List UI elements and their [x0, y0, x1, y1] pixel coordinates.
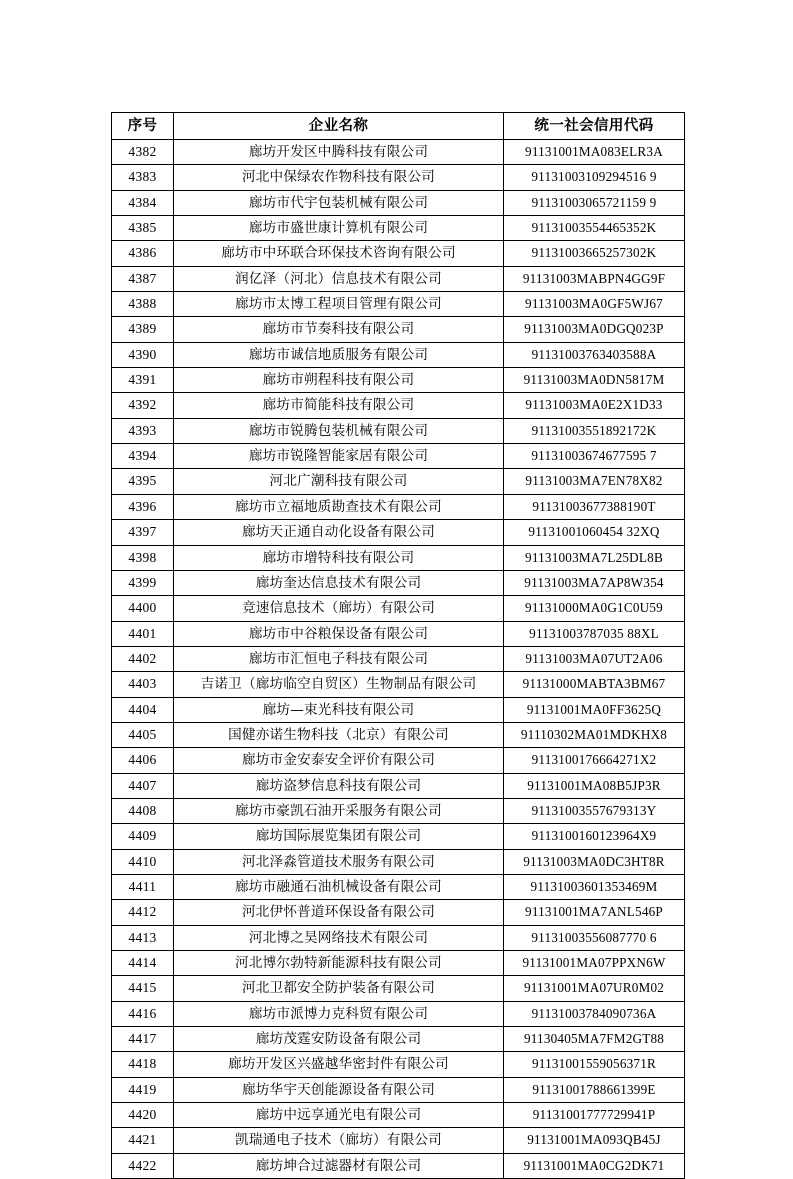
cell-enterprise-name: 竞速信息技术（廊坊）有限公司: [174, 596, 504, 621]
cell-sequence: 4421: [112, 1128, 174, 1153]
cell-credit-code: 91110302MA01MDKHX8: [504, 722, 685, 747]
cell-enterprise-name: 河北中保绿农作物科技有限公司: [174, 165, 504, 190]
cell-sequence: 4418: [112, 1052, 174, 1077]
table-row: [112, 469, 685, 494]
cell-credit-code: 91131003MA0E2X1D33: [504, 393, 685, 418]
cell-enterprise-name: 廊坊开发区兴盛越华密封件有限公司: [174, 1052, 504, 1077]
cell-sequence: 4394: [112, 444, 174, 469]
table-row: [112, 697, 685, 722]
cell-enterprise-name: 廊坊—束光科技有限公司: [174, 697, 504, 722]
table-row: [112, 570, 685, 595]
table-row: [112, 646, 685, 671]
column-header-sequence: 序号: [112, 113, 174, 140]
cell-credit-code: 91131000MABTA3BM67: [504, 672, 685, 697]
cell-enterprise-name: 河北广潮科技有限公司: [174, 469, 504, 494]
cell-credit-code: 91131003674677595 7: [504, 444, 685, 469]
cell-sequence: 4384: [112, 190, 174, 215]
cell-sequence: 4390: [112, 342, 174, 367]
table-row: [112, 545, 685, 570]
cell-sequence: 4405: [112, 722, 174, 747]
cell-enterprise-name: 廊坊市立福地质勘查技术有限公司: [174, 494, 504, 519]
cell-credit-code: 91131001777729941P: [504, 1103, 685, 1128]
cell-credit-code: 91131001MA0CG2DK71: [504, 1153, 685, 1178]
cell-credit-code: 9113100176664271X2: [504, 748, 685, 773]
table-row: [112, 317, 685, 342]
cell-sequence: 4420: [112, 1103, 174, 1128]
cell-sequence: 4414: [112, 951, 174, 976]
cell-sequence: 4417: [112, 1027, 174, 1052]
table-row: [112, 849, 685, 874]
cell-credit-code: 91131003MA7AP8W354: [504, 570, 685, 595]
cell-enterprise-name: 河北泽淼管道技术服务有限公司: [174, 849, 504, 874]
cell-credit-code: 91130405MA7FM2GT88: [504, 1027, 685, 1052]
table-row: [112, 241, 685, 266]
table-row: [112, 1153, 685, 1178]
cell-enterprise-name: 廊坊市简能科技有限公司: [174, 393, 504, 418]
table-row: [112, 798, 685, 823]
table-row: [112, 1052, 685, 1077]
table-container: [111, 112, 684, 1179]
cell-enterprise-name: 廊坊市锐腾包装机械有限公司: [174, 418, 504, 443]
cell-sequence: 4386: [112, 241, 174, 266]
table-row: [112, 951, 685, 976]
cell-sequence: 4400: [112, 596, 174, 621]
cell-credit-code: 91131000MA0G1C0U59: [504, 596, 685, 621]
cell-enterprise-name: 廊坊市汇恒电子科技有限公司: [174, 646, 504, 671]
cell-enterprise-name: 廊坊天正通自动化设备有限公司: [174, 520, 504, 545]
table-row: [112, 773, 685, 798]
cell-credit-code: 91131001559056371R: [504, 1052, 685, 1077]
cell-sequence: 4412: [112, 900, 174, 925]
cell-credit-code: 91131001MA083ELR3A: [504, 140, 685, 165]
cell-enterprise-name: 廊坊市中谷粮保设备有限公司: [174, 621, 504, 646]
cell-enterprise-name: 廊坊市豪凯石油开采服务有限公司: [174, 798, 504, 823]
cell-sequence: 4391: [112, 368, 174, 393]
table-row: [112, 292, 685, 317]
cell-sequence: 4395: [112, 469, 174, 494]
cell-sequence: 4393: [112, 418, 174, 443]
cell-credit-code: 91131001MA0FF3625Q: [504, 697, 685, 722]
cell-sequence: 4419: [112, 1077, 174, 1102]
table-row: [112, 722, 685, 747]
cell-sequence: 4388: [112, 292, 174, 317]
cell-credit-code: 91131003MA0DGQ023P: [504, 317, 685, 342]
cell-enterprise-name: 廊坊盗梦信息科技有限公司: [174, 773, 504, 798]
cell-sequence: 4392: [112, 393, 174, 418]
cell-credit-code: 91131003109294516 9: [504, 165, 685, 190]
table-row: [112, 672, 685, 697]
cell-enterprise-name: 河北伊怀普道环保设备有限公司: [174, 900, 504, 925]
table-row: [112, 494, 685, 519]
table-row: [112, 368, 685, 393]
cell-sequence: 4403: [112, 672, 174, 697]
cell-sequence: 4410: [112, 849, 174, 874]
cell-credit-code: 91131001788661399E: [504, 1077, 685, 1102]
cell-sequence: 4411: [112, 874, 174, 899]
cell-credit-code: 91131003665257302K: [504, 241, 685, 266]
cell-enterprise-name: 廊坊市朔程科技有限公司: [174, 368, 504, 393]
cell-enterprise-name: 廊坊市增特科技有限公司: [174, 545, 504, 570]
header-row: [112, 113, 685, 140]
cell-enterprise-name: 廊坊市太博工程项目管理有限公司: [174, 292, 504, 317]
cell-credit-code: 91131003601353469M: [504, 874, 685, 899]
table-row: [112, 748, 685, 773]
cell-enterprise-name: 廊坊市锐隆智能家居有限公司: [174, 444, 504, 469]
cell-sequence: 4397: [112, 520, 174, 545]
cell-credit-code: 91131003MA7L25DL8B: [504, 545, 685, 570]
table-row: [112, 165, 685, 190]
cell-sequence: 4413: [112, 925, 174, 950]
table-row: [112, 1001, 685, 1026]
cell-credit-code: 91131001060454 32XQ: [504, 520, 685, 545]
cell-sequence: 4415: [112, 976, 174, 1001]
cell-credit-code: 91131003554465352K: [504, 216, 685, 241]
cell-enterprise-name: 吉诺卫（廊坊临空自贸区）生物制品有限公司: [174, 672, 504, 697]
cell-enterprise-name: 润亿泽（河北）信息技术有限公司: [174, 266, 504, 291]
cell-enterprise-name: 廊坊茂霆安防设备有限公司: [174, 1027, 504, 1052]
enterprise-registry-table: [111, 112, 685, 1179]
cell-credit-code: 91131003551892172K: [504, 418, 685, 443]
cell-credit-code: 91131003MA0DN5817M: [504, 368, 685, 393]
cell-credit-code: 91131003556087770 6: [504, 925, 685, 950]
table-row: [112, 1027, 685, 1052]
table-row: [112, 393, 685, 418]
cell-sequence: 4385: [112, 216, 174, 241]
cell-enterprise-name: 廊坊奎达信息技术有限公司: [174, 570, 504, 595]
table-row: [112, 1103, 685, 1128]
table-row: [112, 824, 685, 849]
cell-sequence: 4408: [112, 798, 174, 823]
cell-sequence: 4409: [112, 824, 174, 849]
cell-sequence: 4407: [112, 773, 174, 798]
table-row: [112, 444, 685, 469]
cell-enterprise-name: 廊坊市代宇包装机械有限公司: [174, 190, 504, 215]
cell-credit-code: 9113100160123964X9: [504, 824, 685, 849]
cell-enterprise-name: 河北博尔勃特新能源科技有限公司: [174, 951, 504, 976]
cell-enterprise-name: 廊坊市盛世康计算机有限公司: [174, 216, 504, 241]
table-row: [112, 900, 685, 925]
cell-credit-code: 91131003MABPN4GG9F: [504, 266, 685, 291]
table-row: [112, 1128, 685, 1153]
table-row: [112, 976, 685, 1001]
cell-enterprise-name: 廊坊坤合过滤器材有限公司: [174, 1153, 504, 1178]
cell-credit-code: 91131003MA0GF5WJ67: [504, 292, 685, 317]
cell-sequence: 4382: [112, 140, 174, 165]
cell-enterprise-name: 廊坊开发区中腾科技有限公司: [174, 140, 504, 165]
cell-credit-code: 91131003MA7EN78X82: [504, 469, 685, 494]
cell-credit-code: 91131001MA07PPXN6W: [504, 951, 685, 976]
cell-credit-code: 91131001MA08B5JP3R: [504, 773, 685, 798]
cell-enterprise-name: 河北博之昊网络技术有限公司: [174, 925, 504, 950]
column-header-credit-code: 统一社会信用代码: [504, 113, 685, 140]
table-body: [112, 140, 685, 1179]
cell-credit-code: 91131001MA7ANL546P: [504, 900, 685, 925]
cell-sequence: 4399: [112, 570, 174, 595]
table-row: [112, 596, 685, 621]
cell-enterprise-name: 廊坊华宇天创能源设备有限公司: [174, 1077, 504, 1102]
table-row: [112, 418, 685, 443]
table-row: [112, 140, 685, 165]
cell-sequence: 4389: [112, 317, 174, 342]
cell-enterprise-name: 廊坊市金安泰安全评价有限公司: [174, 748, 504, 773]
cell-enterprise-name: 廊坊市中环联合环保技术咨询有限公司: [174, 241, 504, 266]
cell-sequence: 4383: [112, 165, 174, 190]
column-header-enterprise-name: 企业名称: [174, 113, 504, 140]
cell-sequence: 4387: [112, 266, 174, 291]
table-row: [112, 266, 685, 291]
cell-credit-code: 91131003065721159 9: [504, 190, 685, 215]
cell-enterprise-name: 廊坊市派博力克科贸有限公司: [174, 1001, 504, 1026]
cell-credit-code: 91131003557679313Y: [504, 798, 685, 823]
cell-sequence: 4404: [112, 697, 174, 722]
cell-enterprise-name: 河北卫都安全防护装备有限公司: [174, 976, 504, 1001]
cell-enterprise-name: 廊坊市诚信地质服务有限公司: [174, 342, 504, 367]
cell-enterprise-name: 廊坊市融通石油机械设备有限公司: [174, 874, 504, 899]
table-row: [112, 1077, 685, 1102]
cell-sequence: 4396: [112, 494, 174, 519]
table-row: [112, 874, 685, 899]
cell-sequence: 4401: [112, 621, 174, 646]
table-row: [112, 216, 685, 241]
cell-sequence: 4416: [112, 1001, 174, 1026]
table-header: [112, 113, 685, 140]
cell-enterprise-name: 廊坊国际展览集团有限公司: [174, 824, 504, 849]
cell-sequence: 4398: [112, 545, 174, 570]
cell-credit-code: 91131003MA07UT2A06: [504, 646, 685, 671]
cell-sequence: 4406: [112, 748, 174, 773]
table-row: [112, 621, 685, 646]
cell-credit-code: 91131003787035 88XL: [504, 621, 685, 646]
cell-sequence: 4402: [112, 646, 174, 671]
table-row: [112, 190, 685, 215]
table-row: [112, 520, 685, 545]
cell-enterprise-name: 廊坊中远享通光电有限公司: [174, 1103, 504, 1128]
table-row: [112, 342, 685, 367]
cell-enterprise-name: 凯瑞通电子技术（廊坊）有限公司: [174, 1128, 504, 1153]
cell-enterprise-name: 廊坊市节奏科技有限公司: [174, 317, 504, 342]
cell-credit-code: 91131001MA07UR0M02: [504, 976, 685, 1001]
cell-credit-code: 91131003MA0DC3HT8R: [504, 849, 685, 874]
cell-credit-code: 91131003677388190T: [504, 494, 685, 519]
cell-sequence: 4422: [112, 1153, 174, 1178]
cell-credit-code: 91131003784090736A: [504, 1001, 685, 1026]
table-row: [112, 925, 685, 950]
cell-credit-code: 91131001MA093QB45J: [504, 1128, 685, 1153]
cell-enterprise-name: 国健亦诺生物科技（北京）有限公司: [174, 722, 504, 747]
cell-credit-code: 91131003763403588A: [504, 342, 685, 367]
